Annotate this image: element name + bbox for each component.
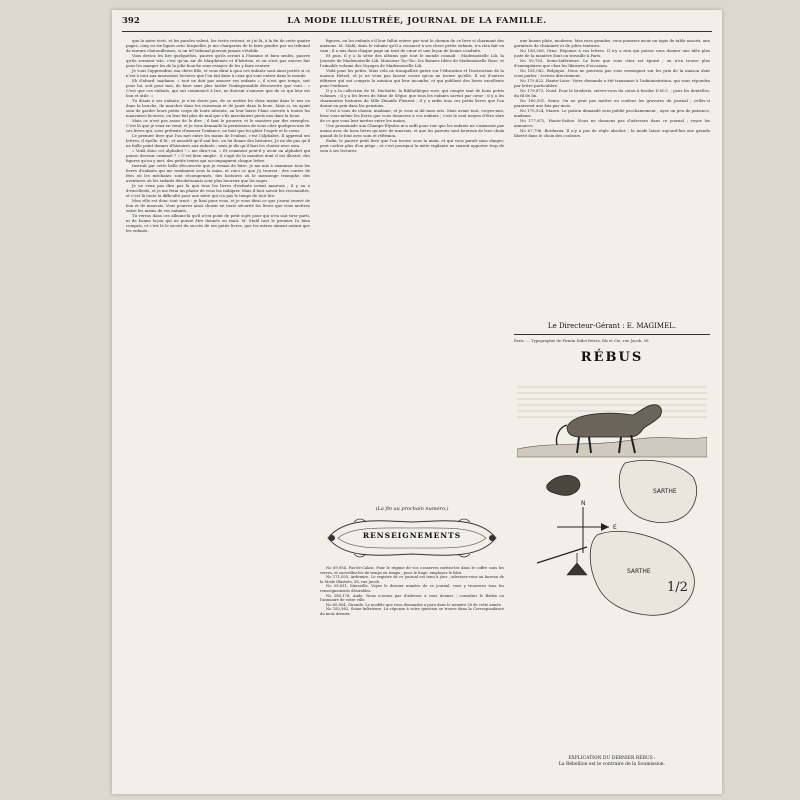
- signature-rule: [514, 334, 710, 335]
- rebus-illustration: [517, 368, 707, 768]
- paragraph: Le premier livre que l'on met entre les mains de l'enfant, c'est l'alphabet. Il apprend ses lettres, il épelle, il lit ; et aussitôt qu'il sait lire, on lui donne des histoires. Je ne dis pas qu'il ne faille point donner d'histoires aux enfants ; mais je dis qu'il faut les choisir avec soin.: [126, 133, 310, 148]
- gauntlet-icon: [547, 475, 580, 495]
- paragraph: No 177,872, Haute-Saône. Nous ne donnons pas d'adresses dans ce journal ; voyez les annonces.: [514, 118, 710, 128]
- compass-e: E: [613, 524, 617, 531]
- paragraph: No 67,796, Bordeaux. Il n'y a pas de règle absolue ; la mode laisse aujourd'hui une grande liberté dans le choix des couleurs.: [514, 128, 710, 138]
- paragraph: No 180,591, Seine. On ne peut pas mettre en couleur les gravures du journal ; celles-ci paraissent une fois par mois.: [514, 98, 710, 108]
- fraction-label: 1/2: [667, 580, 688, 595]
- explanation-text: La Rébellion est le contraire de la Soumission.: [558, 762, 666, 767]
- paragraph: No 182,982, Seine-Inférieure. La réponse à votre question se trouve dans la Correspondance du mois dernier.: [320, 607, 504, 616]
- renseignements-banner: [324, 514, 500, 562]
- paragraph: Vous deviez les lire quelquefois, pauvre qu'ils seront à l'homme et bien seules, pauvre qu'ils seraient vite, c'est qu'un air de blasphèmes et d'hérésie, et on n'est pas encore fait pour les manger les de la jolie bouche sans essayer de les y faire rentrer.: [126, 53, 310, 68]
- paragraph: Tu verras dans ces albums-là qu'il n'est point de petit sujet pour qui n'en sait tirer parti, ni de bonne leçon qui ne puisse être donnée en riant. M. Stahl tout le premier l'a bien compris, et c'est là le secret du succès de ses petits livres, que les mères aiment autant que les enfants.: [126, 213, 310, 233]
- director-signature: Le Directeur-Gérant : E. MAGIMEL.: [547, 322, 677, 330]
- to-be-continued: (La fin au prochain numéro.): [375, 506, 449, 512]
- paragraph: No 171,055, Ardennes. Le registre de ce journal est tenu à jour ; adressez-vous au bureau de la Mode illustrée, 56, rue Jacob.: [320, 575, 504, 584]
- sarthe-label-1: SARTHE: [653, 488, 677, 495]
- paragraph: C'est à vous de choisir, madame, et je vous ai dit mon avis. Mais avant tout, croyez-moi, lisez vous-même les livres que vous donnerez à vos enfants ; c'est le seul moyen d'être sûre de ce que vous leur mettez entre les mains.: [320, 108, 504, 123]
- paragraph: Je vous l'apprendrai, ma chère fille, et vous dirai à quoi ces enfants sont ainsi portés si ce n'est à tout aux mauvaises lectures que l'on fait faire à ceux qui vont entrer dans le monde.: [126, 68, 310, 78]
- paragraph: Instruit par cette belle découverte que je venais de faire, je me mis à examiner tous les livres d'enfants qui me tombaient sous la main, et voici ce que j'y trouvai : des contes de fées où les méchants sont récompensés, des histoires où le mensonge triomphe, des aventures où les enfants désobéissants sont plus heureux que les sages.: [126, 163, 310, 183]
- paragraph: No 180,306, Orne. Réponse à vos lettres. Il n'y a rien qui puisse vous donner une idée plus juste de la manière dont on travaille à Paris.: [514, 48, 710, 58]
- printer-line: Paris. — Typographie de Firmin Didot frères, fils et Cie, rue Jacob, 56.: [514, 338, 650, 343]
- rebus-title: RÉBUS: [580, 350, 644, 365]
- article-column-1: [126, 38, 310, 788]
- paragraph: No 69,954, Pas-de-Calais. Pour le régime de vos conserves mettez-les dans le coffre sous les verres, et surveillez-les de temps en temps ; pour le linge, employez le bleu.: [320, 566, 504, 575]
- header-rule: [122, 31, 712, 32]
- bell-icon: [567, 563, 587, 575]
- paragraph: Voilà pour les petits. Mais cela ne tranquillise guère sur l'éducation et l'instruction de la maison Hetzel, et je ne veux pas laisser croire qu'on ne trouve qu'elle. Il est d'autres éditeurs qui ont compris la mission qui leur incombe, et qui publient des livres excellents pour l'enfance.: [320, 68, 504, 88]
- paragraph: figures, on les enfants s'il leur fallut entrer par tout le chemin de ce livre si charmant des maisons. M. Stahl, dans le volume qu'il a consacré à ses chers petits enfants, n'a rien fait en vain ; il a mis dans chaque page un trait de cœur et une leçon de bonne conduite.: [320, 38, 504, 53]
- article-column-2: [320, 38, 504, 500]
- paragraph: une bonne plate, moderne. Mes rues grandes, vous pourriez avoir un tapis de table assorti, une garniture de cheminée et de jolies tentures.: [514, 38, 710, 48]
- renseignements-text: [320, 566, 504, 786]
- paragraph: No 59,783, Seine-Inférieure. Le livre que vous citez est épuisé ; on n'en trouve plus d'exemplaires que chez les libraires d'occasion.: [514, 58, 710, 68]
- paragraph: Enfin, le pauvre petit livre que l'on trouve sous la main, et qui vous paraît sans danger, peut cacher plus d'un piège ; et c'est pourquoi la mère vigilante ne saurait apporter trop de soin à ses lectures.: [320, 138, 504, 153]
- paragraph: Eh d'abord, madame, « tout ne doit pas amuser vos enfants », il n'est que temps, soit pour lui, soit pour moi, de faire sans plus tarder l'indispensable découverte que voici : « C'est que ces enfants, qui ont commencé à lire, ne doivent s'amuser que de ce qui leur est bon et utile. »: [126, 78, 310, 98]
- paragraph: Il y a la collection de M. Hachette, la Bibliothèque rose, qui compte tant de bons petits volumes ; il y a les livres de Mme de Ségur, que tous les enfants savent par cœur ; il y a les charmantes histoires de Mlle Zénaïde Fleuriot ; il y a enfin tous ces petits livres que l'on donne en prix dans les pensions.: [320, 88, 504, 108]
- paragraph: Tu disais à ses enfants, je n'en doute pas, de se mettre les deux mains dans le nez ou dans la bouche, de marcher dans les ruisseaux et de jouer dans la boue. Mais si, en ayant soin de garder leurs petits corps de toute atteinte, on leur laisse l'âme ouverte à toutes les mauvaises lectures, on leur fait plus de mal que s'ils marchaient pieds nus dans la boue.: [126, 98, 310, 118]
- rebus-explanation: [514, 756, 710, 768]
- page-header: [122, 16, 712, 30]
- paragraph: Je ne veux pas dire par là que tous les livres d'enfants soient mauvais ; il y en a d'excellents, et je me ferai un plaisir de vous les indiquer. Mais il faut savoir les reconnaître, et c'est là toute la difficulté pour une mère qui n'a pas le temps de tout lire.: [126, 183, 310, 198]
- paragraph: Une promenade aux Champs-Élysées m'a suffi pour voir que les enfants ne s'amusent pas moins avec de bons livres qu'avec de mauvais, et que les parents sont heureux de leur choix quand ils le font avec soin et réflexion.: [320, 123, 504, 138]
- sarthe-label-2: SARTHE: [627, 568, 651, 575]
- paragraph: que la mère écrit, et les paroles valent, les écrits restent, et j'ai là, à la fin de cette quatre pages, cinq ou six lignes avec lesquelles je me chargerais de le faire pendre par un tribunal de mœurs chatouilleuses, si un tel tribunal pouvait jamais s'établir.: [126, 38, 310, 53]
- paragraph: No 59,631, Marseille. Voyez le dernier numéro de ce journal, vous y trouverez tous les renseignements désirables.: [320, 584, 504, 593]
- paragraph: No 179,924, Marne. Le patron demandé sera publié prochainement ; ayez un peu de patience, madame.: [514, 108, 710, 118]
- paragraph: No 181,082, Belgique. Nous ne pouvons pas vous renseigner sur les prix de la maison dont vous parlez ; écrivez directement.: [514, 68, 710, 78]
- paragraph: « Voilà donc cet alphabet ! » me dira-t-on. « Et comment peut-il y avoir un alphabet qui puisse devenir criminel ? » C'est bien simple : il s'agit de la manière dont il est illustré, des figures qu'on y met, des petits textes qui accompagnent chaque lettre.: [126, 148, 310, 163]
- paragraph: No 60,804, Gironde. Le modèle que vous demandez a paru dans le numéro 28 de cette année.: [326, 602, 502, 607]
- paragraph: No 179,822, Haute-Loire. Votre demande a été transmise à l'administration, qui vous répondra par lettre particulière.: [514, 78, 710, 88]
- paragraph: Mais ce n'est pas assez de le dire ; il faut le prouver, et le montrer par des exemples. C'est là que je veux en venir, et je vous demande la permission de vous citer quelques-uns de ces livres qui, sous prétexte d'amuser l'enfance, ne font que lui gâter l'esprit et le cœur.: [126, 118, 310, 133]
- paragraph: Mon rôle est donc tout tracé : je lirai pour vous, et je vous dirai ce que j'aurai trouvé de bon et de mauvais. Vous pourrez ainsi choisir en toute sécurité les livres que vous mettrez entre les mains de vos enfants.: [126, 198, 310, 213]
- page-number: 392: [122, 16, 140, 26]
- arrow-icon: [537, 547, 587, 563]
- paragraph: Et puis, il y a la série des albums que tout le monde connaît : Mademoiselle Lili, la Journée de Mademoiselle Lili, Monsieur Toc-Toc, les Bonnes Idées de Mademoiselle Rose, et l'aimable volume des Voyages de Mademoiselle Lili.: [320, 53, 504, 68]
- explanation-heading: EXPLICATION DU DERNIER RÉBUS :: [568, 756, 656, 761]
- correspondence-column: [514, 38, 710, 316]
- renseignements-heading: RENSEIGNEMENTS: [362, 531, 462, 540]
- compass-n: N: [581, 500, 586, 507]
- paragraph: No 180,178, Aude. Nous n'avons pas d'adresse à vous donner ; consultez le Bottin ou l'annuaire de votre ville.: [320, 593, 504, 603]
- paragraph: No 179,873, Nord. Pour le broderie, servez-vous du coton à broder D.M.C. ; pour les dentelles, du fil de lin.: [514, 88, 710, 98]
- journal-title: LA MODE ILLUSTRÉE, JOURNAL DE LA FAMILLE.: [287, 16, 547, 26]
